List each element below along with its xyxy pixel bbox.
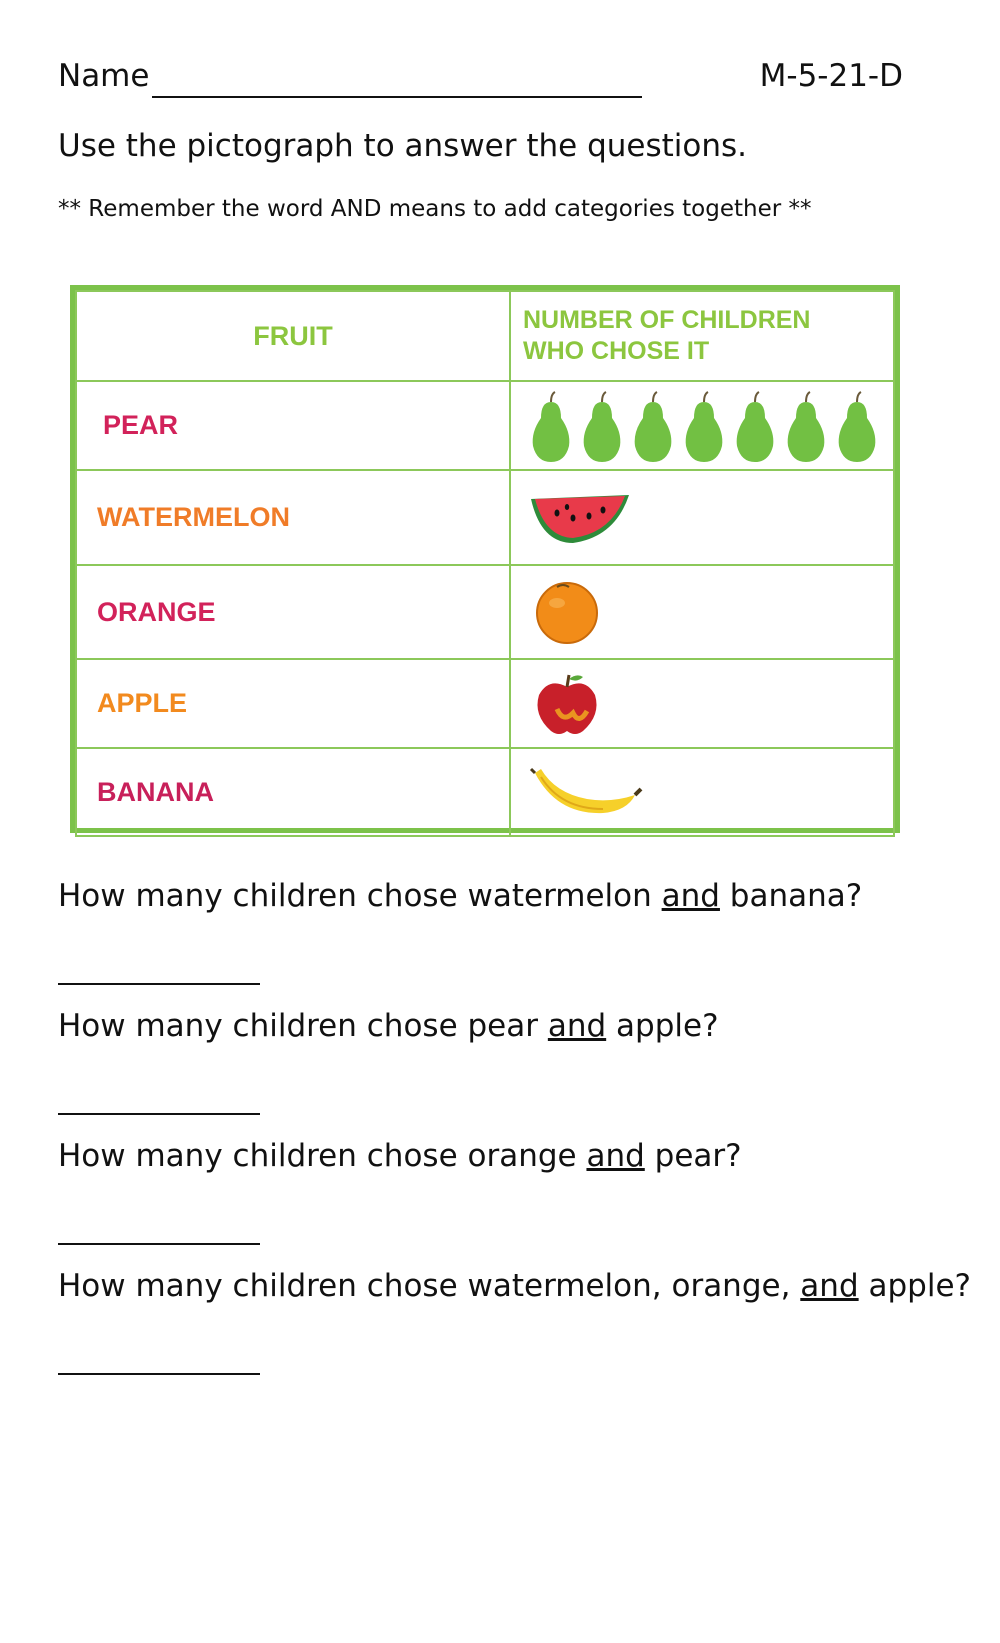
question-2-text-b: apple? bbox=[606, 1008, 719, 1044]
watermelon-icon bbox=[527, 485, 637, 551]
fruit-label-banana: BANANA bbox=[76, 748, 510, 836]
worksheet-header bbox=[58, 58, 903, 108]
answer-line-3[interactable] bbox=[58, 1243, 260, 1245]
watermelon-icons bbox=[510, 470, 894, 565]
question-1-text-a: How many children chose watermelon bbox=[58, 878, 662, 914]
question-2 bbox=[58, 1008, 719, 1044]
banana-icons bbox=[510, 748, 894, 836]
name-label: Name bbox=[58, 58, 150, 94]
question-3 bbox=[58, 1138, 742, 1174]
orange-icons bbox=[510, 565, 894, 659]
apple-icon bbox=[527, 669, 607, 739]
instructions: Use the pictograph to answer the questions. bbox=[58, 128, 748, 164]
pear-icon bbox=[686, 392, 723, 462]
answer-line-1[interactable] bbox=[58, 983, 260, 985]
header-count-line2: WHO CHOSE IT bbox=[523, 337, 710, 365]
question-4-and: and bbox=[800, 1268, 859, 1304]
pear-icon bbox=[788, 392, 825, 462]
worksheet-code: M-5-21-D bbox=[759, 58, 903, 94]
banana-icon bbox=[527, 759, 647, 825]
header-count-line1: NUMBER OF CHILDREN bbox=[523, 306, 811, 334]
answer-line-4[interactable] bbox=[58, 1373, 260, 1375]
question-4 bbox=[58, 1268, 971, 1304]
pictograph-row-orange bbox=[76, 565, 894, 659]
orange-icon bbox=[527, 577, 607, 647]
question-4-text-b: apple? bbox=[858, 1268, 971, 1304]
pear-icon bbox=[635, 392, 672, 462]
pear-icons bbox=[510, 381, 894, 470]
question-1 bbox=[58, 878, 862, 914]
pictograph-row-apple bbox=[76, 659, 894, 748]
question-1-and: and bbox=[661, 878, 720, 914]
pictograph-table bbox=[70, 285, 900, 833]
name-field-line[interactable] bbox=[152, 96, 642, 98]
reminder-note: ** Remember the word AND means to add categories together ** bbox=[58, 196, 812, 222]
fruit-label-apple: APPLE bbox=[76, 659, 510, 748]
pear-icon bbox=[533, 392, 570, 462]
header-fruit: FRUIT bbox=[76, 291, 510, 381]
pictograph-row-watermelon bbox=[76, 470, 894, 565]
question-3-text-b: pear? bbox=[644, 1138, 742, 1174]
question-3-and: and bbox=[586, 1138, 645, 1174]
question-4-text-a: How many children chose watermelon, orange, bbox=[58, 1268, 801, 1304]
header-count bbox=[510, 291, 894, 381]
pear-icon bbox=[584, 392, 621, 462]
question-2-and: and bbox=[547, 1008, 607, 1044]
apple-icons bbox=[510, 659, 894, 748]
pear-icons-svg bbox=[527, 388, 887, 464]
fruit-label-orange: ORANGE bbox=[76, 565, 510, 659]
pear-icon bbox=[737, 392, 774, 462]
fruit-label-watermelon: WATERMELON bbox=[76, 470, 510, 565]
fruit-label-pear: PEAR bbox=[76, 381, 510, 470]
question-1-text-b: banana? bbox=[719, 878, 863, 914]
answer-line-2[interactable] bbox=[58, 1113, 260, 1115]
pear-icon bbox=[839, 392, 876, 462]
pictograph-row-pear bbox=[76, 381, 894, 470]
pictograph-row-banana bbox=[76, 748, 894, 836]
question-2-text-a: How many children chose pear bbox=[58, 1008, 548, 1044]
question-3-text-a: How many children chose orange bbox=[58, 1138, 587, 1174]
